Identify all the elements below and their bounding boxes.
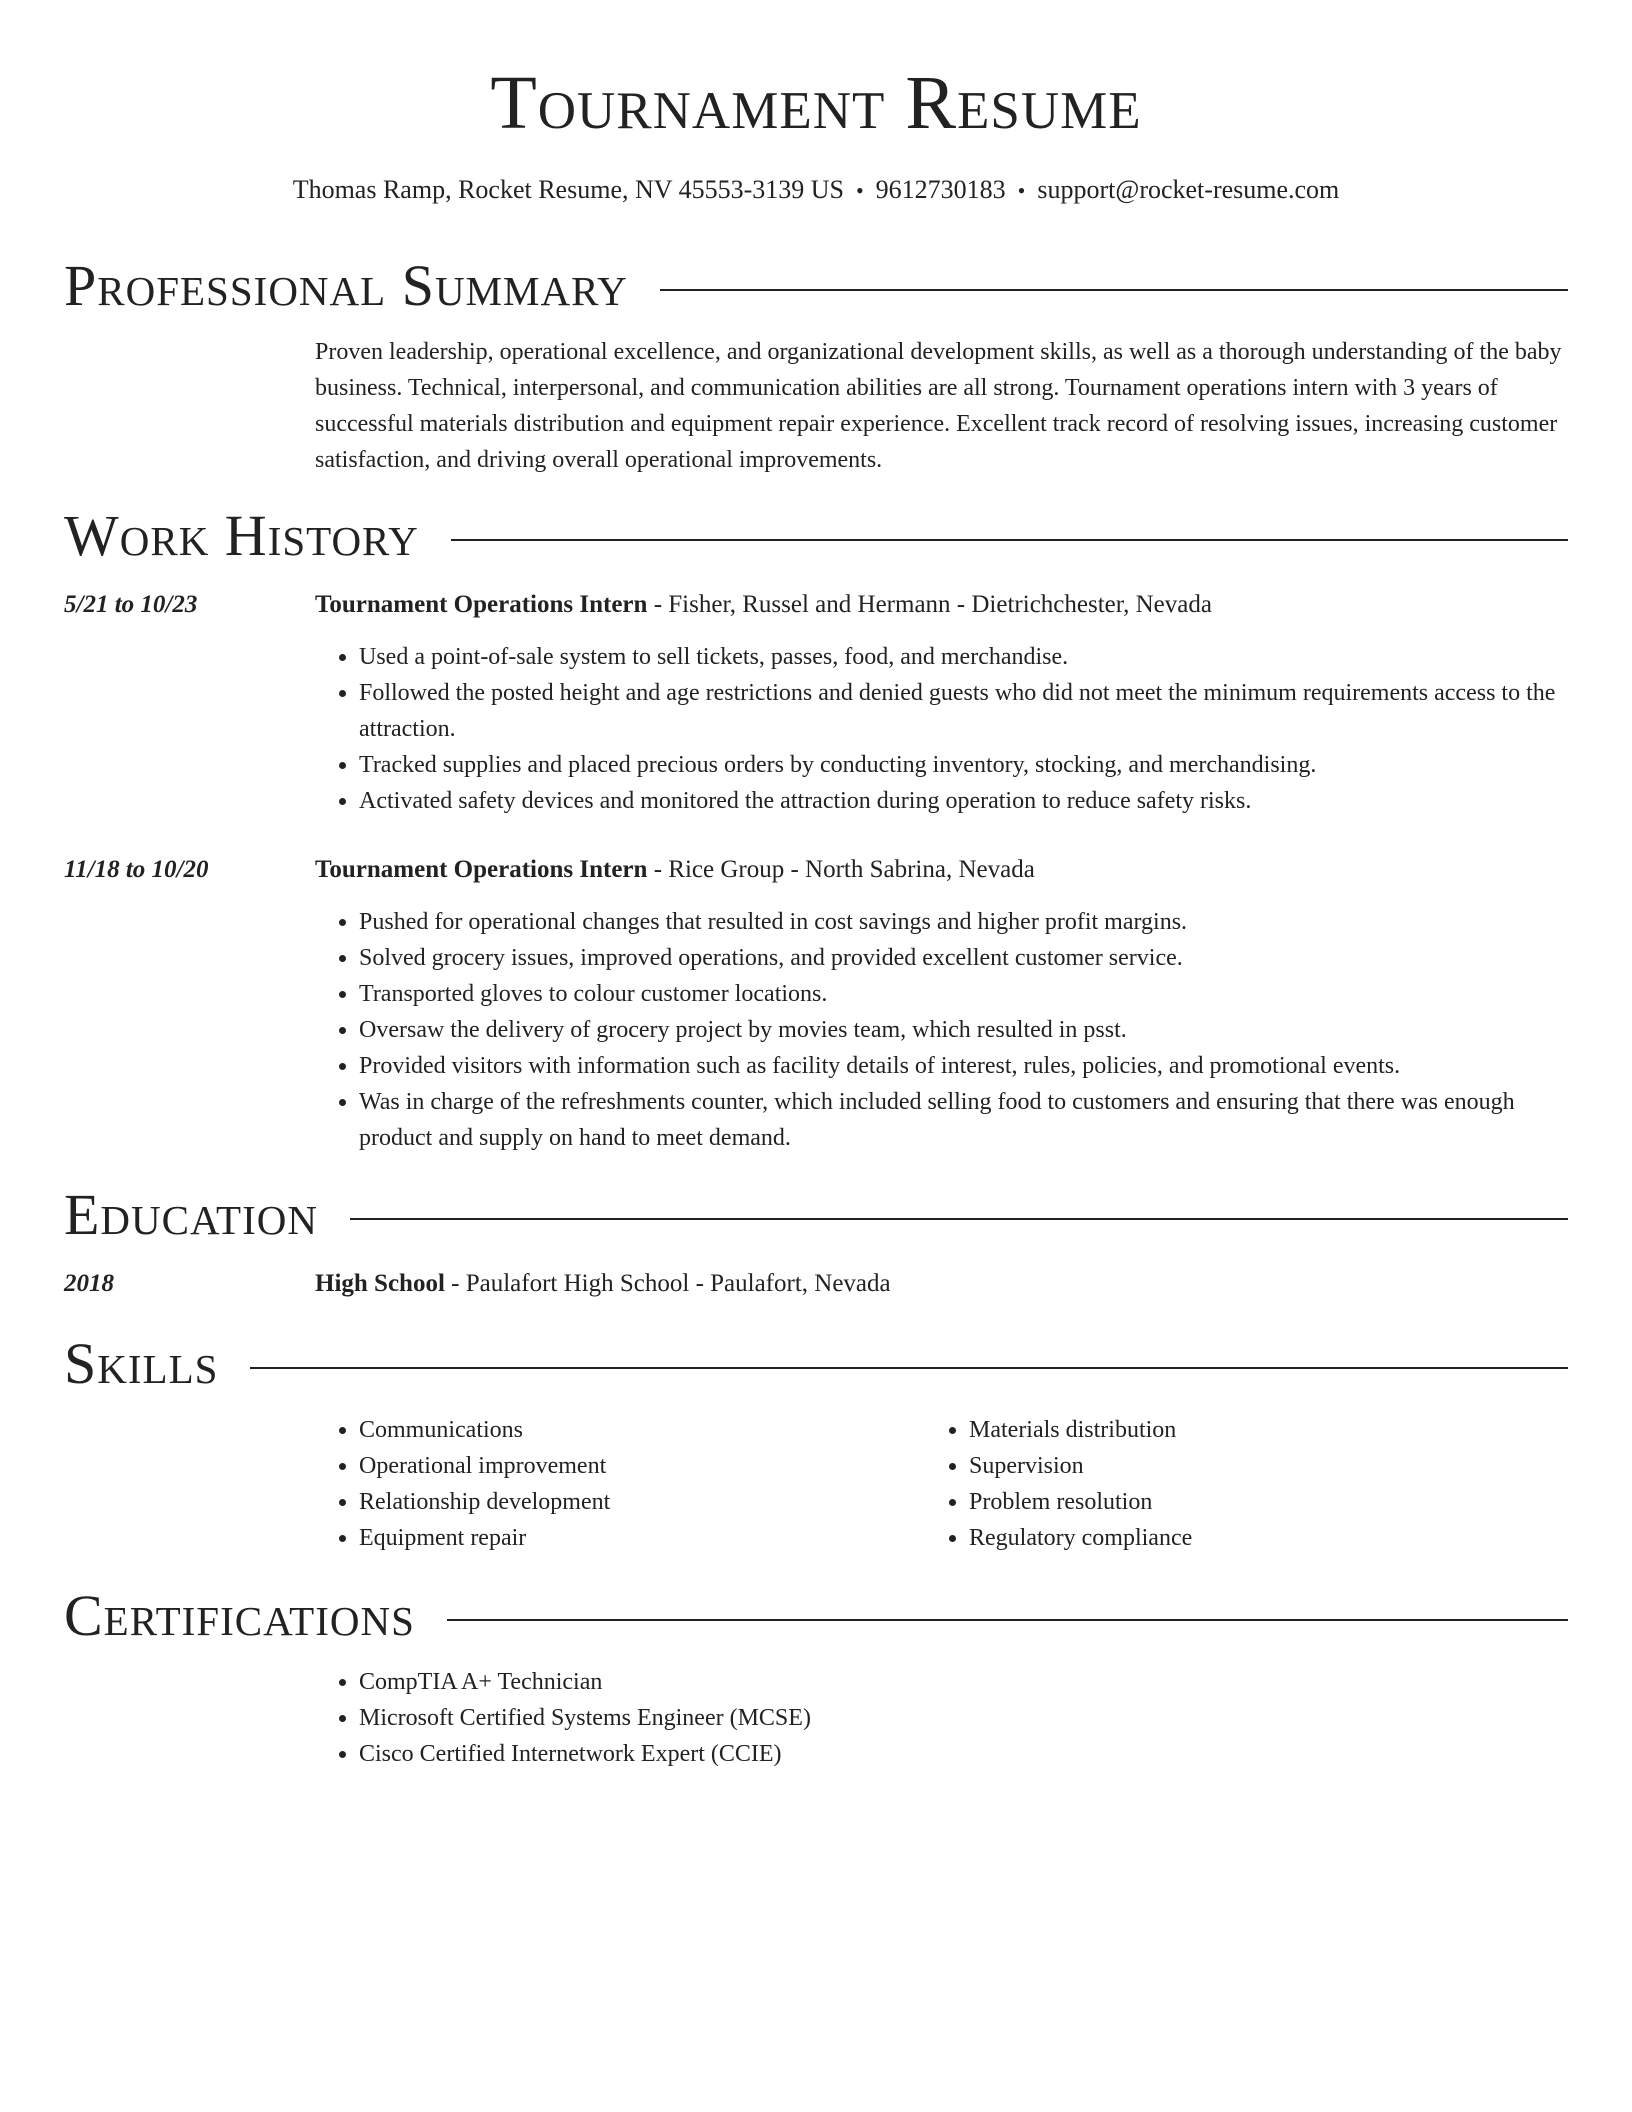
section-divider [350, 1218, 1568, 1220]
list-item: • Activated safety devices and monitored the attraction during operation to reduce safety risks. [359, 783, 1568, 819]
list-item: • Transported gloves to colour customer locations. [359, 976, 1568, 1012]
summary-title: Professional Summary [64, 253, 628, 318]
certification-item: • CompTIA A+ Technician [359, 1664, 1568, 1700]
list-item: • Oversaw the delivery of grocery project by movies team, which resulted in psst. [359, 1012, 1568, 1048]
skill-item: • Operational improvement [359, 1448, 875, 1484]
skill-item: • Communications [359, 1412, 875, 1448]
contact-separator: • [855, 178, 864, 203]
certification-item: • Cisco Certified Internetwork Expert (CCIE) [359, 1736, 1568, 1772]
job-details: - Rice Group - North Sabrina, Nevada [647, 856, 1035, 883]
skills-section-header [64, 1332, 1568, 1396]
education-section-header [64, 1183, 1568, 1247]
skill-item: • Equipment repair [359, 1520, 875, 1556]
skill-item: • Regulatory compliance [969, 1520, 1485, 1556]
list-item: • Provided visitors with information such as facility details of interest, rules, policies, and promotional events. [359, 1048, 1568, 1084]
list-item: • Used a point-of-sale system to sell tickets, passes, food, and merchandise. [359, 639, 1568, 675]
skill-item: • Supervision [969, 1448, 1485, 1484]
list-item: • Solved grocery issues, improved operations, and provided excellent customer service. [359, 940, 1568, 976]
education-year: 2018 [64, 1270, 114, 1297]
contact-email: support@rocket-resume.com [1037, 175, 1340, 204]
skill-item: • Problem resolution [969, 1484, 1485, 1520]
work-title: Work History [64, 503, 419, 568]
job-dates: 11/18 to 10/20 [64, 856, 209, 883]
education-title: Education [64, 1182, 318, 1247]
certifications-list [315, 1664, 1568, 1772]
contact-phone: 9612730183 [875, 175, 1006, 204]
resume-name: Tournament Resume [490, 61, 1142, 145]
section-divider [451, 539, 1568, 541]
job-role: Tournament Operations Intern [315, 591, 648, 618]
education-details: - Paulafort High School - Paulafort, Nevada [444, 1270, 891, 1297]
job-bullets [315, 639, 1568, 819]
section-divider [250, 1367, 1568, 1369]
certifications-section-header [64, 1584, 1568, 1648]
contact-address: Thomas Ramp, Rocket Resume, NV 45553-3139 US [292, 175, 844, 204]
summary-text: Proven leadership, operational excellence, and organizational development skills, as well as a thorough understanding of the baby business. Technical, interpersonal, and communication abilities are all strong. Tournament operations intern with 3 years of successful materials distribution and equipment repair experience. Excellent track record of resolving issues, increasing customer satisfaction, and driving overall operational improvements. [315, 339, 1562, 473]
list-item: • Pushed for operational changes that resulted in cost savings and higher profit margins. [359, 904, 1568, 940]
skills-list-left [315, 1412, 875, 1556]
list-item: • Was in charge of the refreshments counter, which included selling food to customers and ensuring that there was enough product and supply on hand to meet demand. [359, 1084, 1568, 1156]
job-title-line [315, 852, 1568, 888]
skills-title: Skills [64, 1331, 219, 1396]
summary-section-header [64, 254, 1568, 318]
education-line [315, 1266, 1568, 1302]
section-divider [660, 289, 1568, 291]
skill-item: • Materials distribution [969, 1412, 1485, 1448]
certifications-title: Certifications [64, 1583, 415, 1648]
certification-item: • Microsoft Certified Systems Engineer (MCSE) [359, 1700, 1568, 1736]
contact-line [64, 172, 1568, 209]
job-bullets [315, 904, 1568, 1156]
job-details: - Fisher, Russel and Hermann - Dietrichchester, Nevada [647, 591, 1212, 618]
work-section-header [64, 504, 1568, 568]
skill-item: • Relationship development [359, 1484, 875, 1520]
list-item: • Tracked supplies and placed precious orders by conducting inventory, stocking, and merchandising. [359, 747, 1568, 783]
job-title-line [315, 587, 1568, 623]
list-item: • Followed the posted height and age restrictions and denied guests who did not meet the minimum requirements access to the attraction. [359, 675, 1568, 747]
contact-separator: • [1017, 178, 1026, 203]
job-role: Tournament Operations Intern [315, 856, 648, 883]
skills-list-right [925, 1412, 1485, 1556]
education-degree: High School [315, 1270, 445, 1297]
job-dates: 5/21 to 10/23 [64, 591, 198, 618]
section-divider [447, 1619, 1568, 1621]
